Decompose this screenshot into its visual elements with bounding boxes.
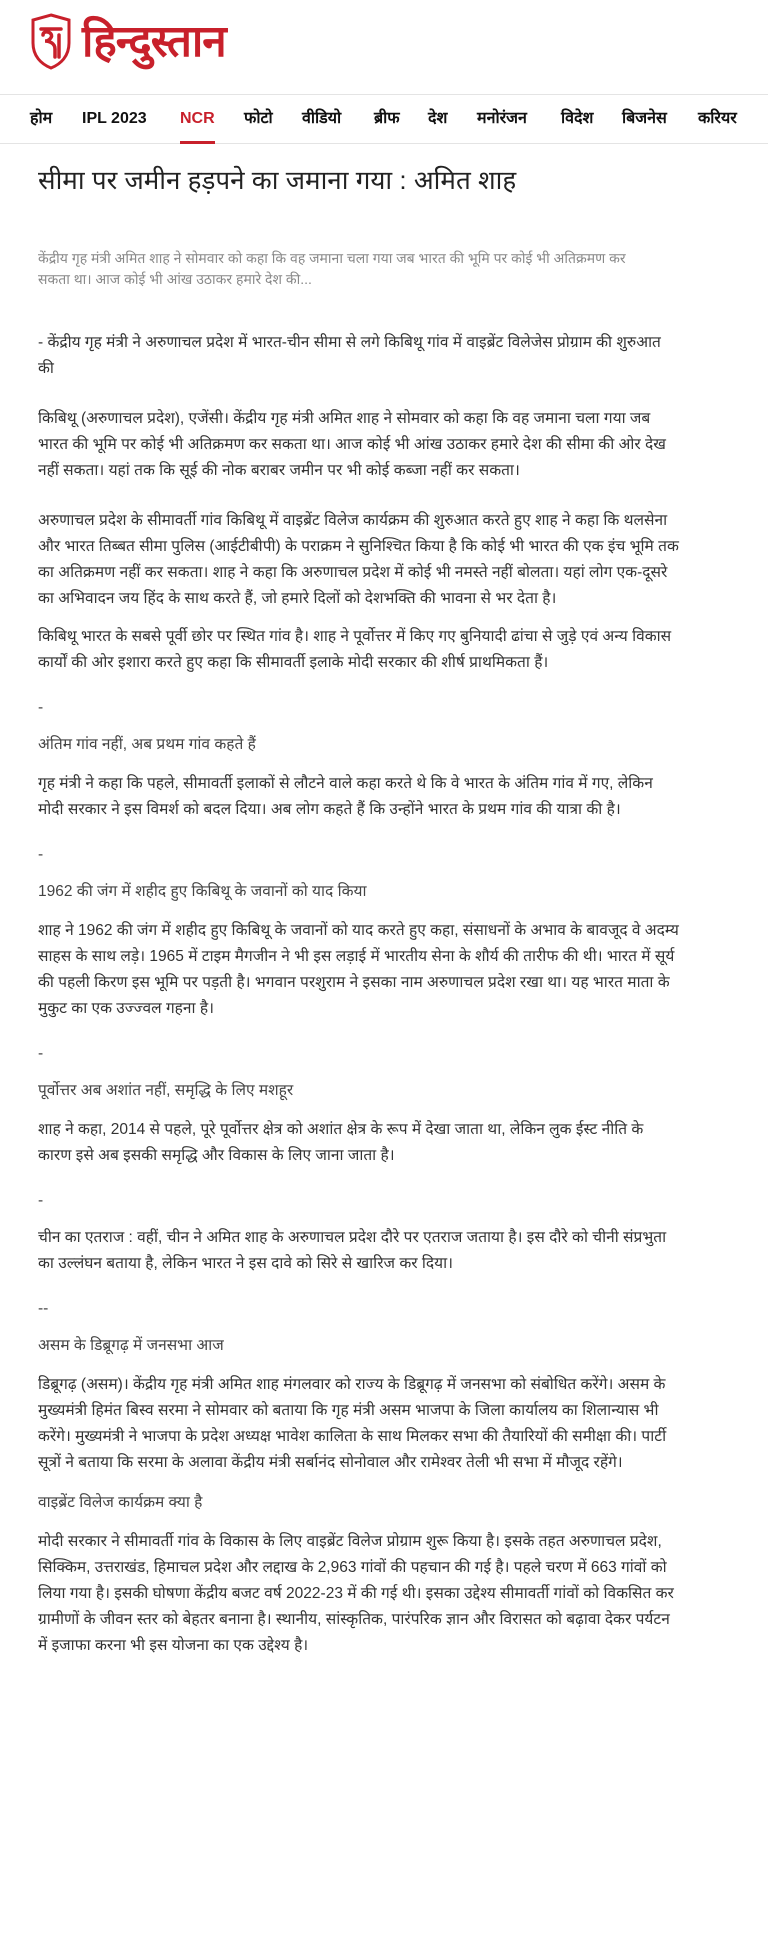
article-paragraph: किबिथू भारत के सबसे पूर्वी छोर पर स्थित गांव है। शाह ने पूर्वोत्तर में किए गए बुनियादी ढांचा से जुड़े एवं अन्य विकास कार्यों की ओर इशारा करते हुए कहा कि सीमावर्ती इलाके मोदी सरकार की शीर्ष प्राथमिकता हैं।: [38, 628, 672, 671]
article-paragraph: डिब्रूगढ़ (असम)। केंद्रीय गृह मंत्री अमित शाह मंगलवार को राज्य के डिब्रूगढ़ में जनसभा को संबोधित करेंगे। असम के मुख्यमंत्री हिमंत बिस्व सरमा ने सोमवार को बताया कि गृह मंत्री असम भाजपा के जिला कार्यालय का शिलान्यास भी करेंगे। मुख्यमंत्री ने भाजपा के प्रदेश अध्यक्ष भावेश कालिता के साथ मिलकर सभा की तैयारियों की समीक्षा की। पार्टी सूत्रों ने बताया कि सरमा के अलावा केंद्रीय मंत्री सर्बानंद सोनोवाल और रामेश्वर तेली भी सभा में मौजूद रहेंगे।: [38, 1376, 667, 1471]
article-paragraph: किबिथू (अरुणाचल प्रदेश), एजेंसी। केंद्रीय गृह मंत्री अमित शाह ने सोमवार को कहा कि वह जमाना चला गया जब भारत की भूमि पर कोई भी अतिक्रमण कर सकता था। आज कोई भी आंख उठाकर हमारे देश की सीमा की ओर देख नहीं सकता। यहां तक कि सूई की नोक बराबर जमीन पर भी कोई कब्जा नहीं कर सकता।: [38, 410, 666, 479]
nav-item-video[interactable]: वीडियो: [302, 110, 342, 127]
nav-item-home[interactable]: होम: [30, 110, 53, 127]
article-header: [38, 144, 680, 290]
site-name: हिन्दुस्तान: [82, 16, 226, 67]
article-paragraph: शाह ने कहा, 2014 से पहले, पूरे पूर्वोत्तर क्षेत्र को अशांत क्षेत्र के रूप में देखा जाता था, लेकिन लुक ईस्ट नीति के कारण इसे अब इसकी समृद्धि और विकास के लिए जाना जाता है।: [38, 1121, 644, 1164]
article-separator: -: [38, 846, 44, 863]
article-paragraph: मोदी सरकार ने सीमावर्ती गांव के विकास के लिए वाइब्रेंट विलेज प्रोग्राम शुरू किया है। इसके तहत अरुणाचल प्रदेश, सिक्किम, उत्तराखंड, हिमाचल प्रदेश और लद्दाख के 2,963 गांवों की पहचान की गई है। पहले चरण में 663 गांवों को लिया गया है। इसकी घोषणा केंद्रीय बजट वर्ष 2022-23 में की गई थी। इसका उद्देश्य सीमावर्ती गांवों को विकसित कर ग्रामीणों के जीवन स्तर को बेहतर बनाना है। स्थानीय, सांस्कृतिक, पारंपरिक ज्ञान और विरासत को बढ़ावा देकर पर्यटन में इजाफा करना भी इस योजना का एक उद्देश्य है।: [38, 1533, 674, 1654]
article-separator: -: [38, 699, 44, 716]
article-paragraph: गृह मंत्री ने कहा कि पहले, सीमावर्ती इलाकों से लौटने वाले कहा करते थे कि वे भारत के अंतिम गांव में गए, लेकिन मोदी सरकार ने इस विमर्श को बदल दिया। अब लोग कहते हैं कि उन्होंने भारत के प्रथम गांव की यात्रा की है।: [38, 775, 653, 818]
nav-item-videsh[interactable]: विदेश: [561, 110, 594, 127]
nav-item-desh[interactable]: देश: [428, 110, 448, 127]
article-separator: -: [38, 1192, 44, 1209]
nav-item-ncr[interactable]: NCR: [180, 95, 215, 143]
nav-item-manoranjan[interactable]: मनोरंजन: [477, 110, 527, 127]
nav-item-brief[interactable]: ब्रीफ: [374, 110, 400, 127]
article-title: सीमा पर जमीन हड़पने का जमाना गया : अमित शाह: [38, 165, 517, 195]
nav-item-business[interactable]: बिजनेस: [622, 110, 667, 127]
article-paragraph: अरुणाचल प्रदेश के सीमावर्ती गांव किबिथू में वाइब्रेंट विलेज कार्यक्रम की शुरुआत करते हुए शाह ने कहा कि थलसेना और भारत तिब्बत सीमा पुलिस (आईटीबीपी) के पराक्रम ने सुनिश्चित किया है कि कोई भी भारत की एक इंच भूमि तक का अतिक्रमण नहीं कर सकता। शाह ने कहा कि अरुणाचल प्रदेश में कोई भी नमस्ते नहीं बोलता। यहां लोग एक-दूसरे का अभिवादन जय हिंद के साथ करते हैं, जो हमारे दिलों को देशभक्ति की भावना से भर देता है।: [38, 512, 679, 607]
article-separator: -: [38, 1045, 44, 1062]
article-separator: --: [38, 1300, 49, 1317]
nav-item-ipl-2023[interactable]: IPL 2023: [82, 110, 147, 127]
site-logo[interactable]: [29, 13, 226, 70]
article-highlight: - केंद्रीय गृह मंत्री ने अरुणाचल प्रदेश में भारत-चीन सीमा से लगे किबिथू गांव में वाइब्रेंट विलेजेस प्रोग्राम की शुरुआत की: [38, 334, 661, 377]
article-subheading: 1962 की जंग में शहीद हुए किबिथू के जवानों को याद किया: [38, 883, 367, 900]
article-subheading: पूर्वोत्तर अब अशांत नहीं, समृद्धि के लिए मशहूर: [38, 1082, 294, 1099]
site-header: [0, 0, 768, 94]
article-summary: केंद्रीय गृह मंत्री अमित शाह ने सोमवार को कहा कि वह जमाना चला गया जब भारत की भूमि पर कोई भी अतिक्रमण कर सकता था। आज कोई भी आंख उठाकर हमारे देश की...: [38, 250, 626, 287]
article-paragraph: शाह ने 1962 की जंग में शहीद हुए किबिथू के जवानों को याद करते हुए कहा, संसाधनों के अभाव के बावजूद वे अदम्य साहस के साथ लड़े। 1965 में टाइम मैगजीन ने भी इस लड़ाई में भारतीय सेना के शौर्य की तारीफ की थी। भारत में सूर्य की पहली किरण इस भूमि पर पड़ती है। भगवान परशुराम ने इसका नाम अरुणाचल प्रदेश रखा था। यह भारत माता के मुकुट का एक उज्ज्वल गहना है।: [38, 922, 679, 1017]
nav-item-photo[interactable]: फोटो: [244, 110, 273, 127]
hindustan-logo-icon: [29, 13, 73, 70]
article-paragraph: चीन का एतराज : वहीं, चीन ने अमित शाह के अरुणाचल प्रदेश दौरे पर एतराज जताया है। इस दौरे को चीनी संप्रभुता का उल्लंघन बताया है, लेकिन भारत ने इस दावे को सिरे से खारिज कर दिया।: [38, 1229, 667, 1272]
article-subheading: असम के डिब्रूगढ़ में जनसभा आज: [38, 1337, 224, 1354]
main-nav: [0, 94, 768, 144]
article-subheading: अंतिम गांव नहीं, अब प्रथम गांव कहते हैं: [38, 736, 256, 753]
article-subheading: वाइब्रेंट विलेज कार्यक्रम क्या है: [38, 1494, 203, 1511]
article-body: [38, 330, 680, 1659]
nav-item-career[interactable]: करियर: [698, 110, 737, 127]
